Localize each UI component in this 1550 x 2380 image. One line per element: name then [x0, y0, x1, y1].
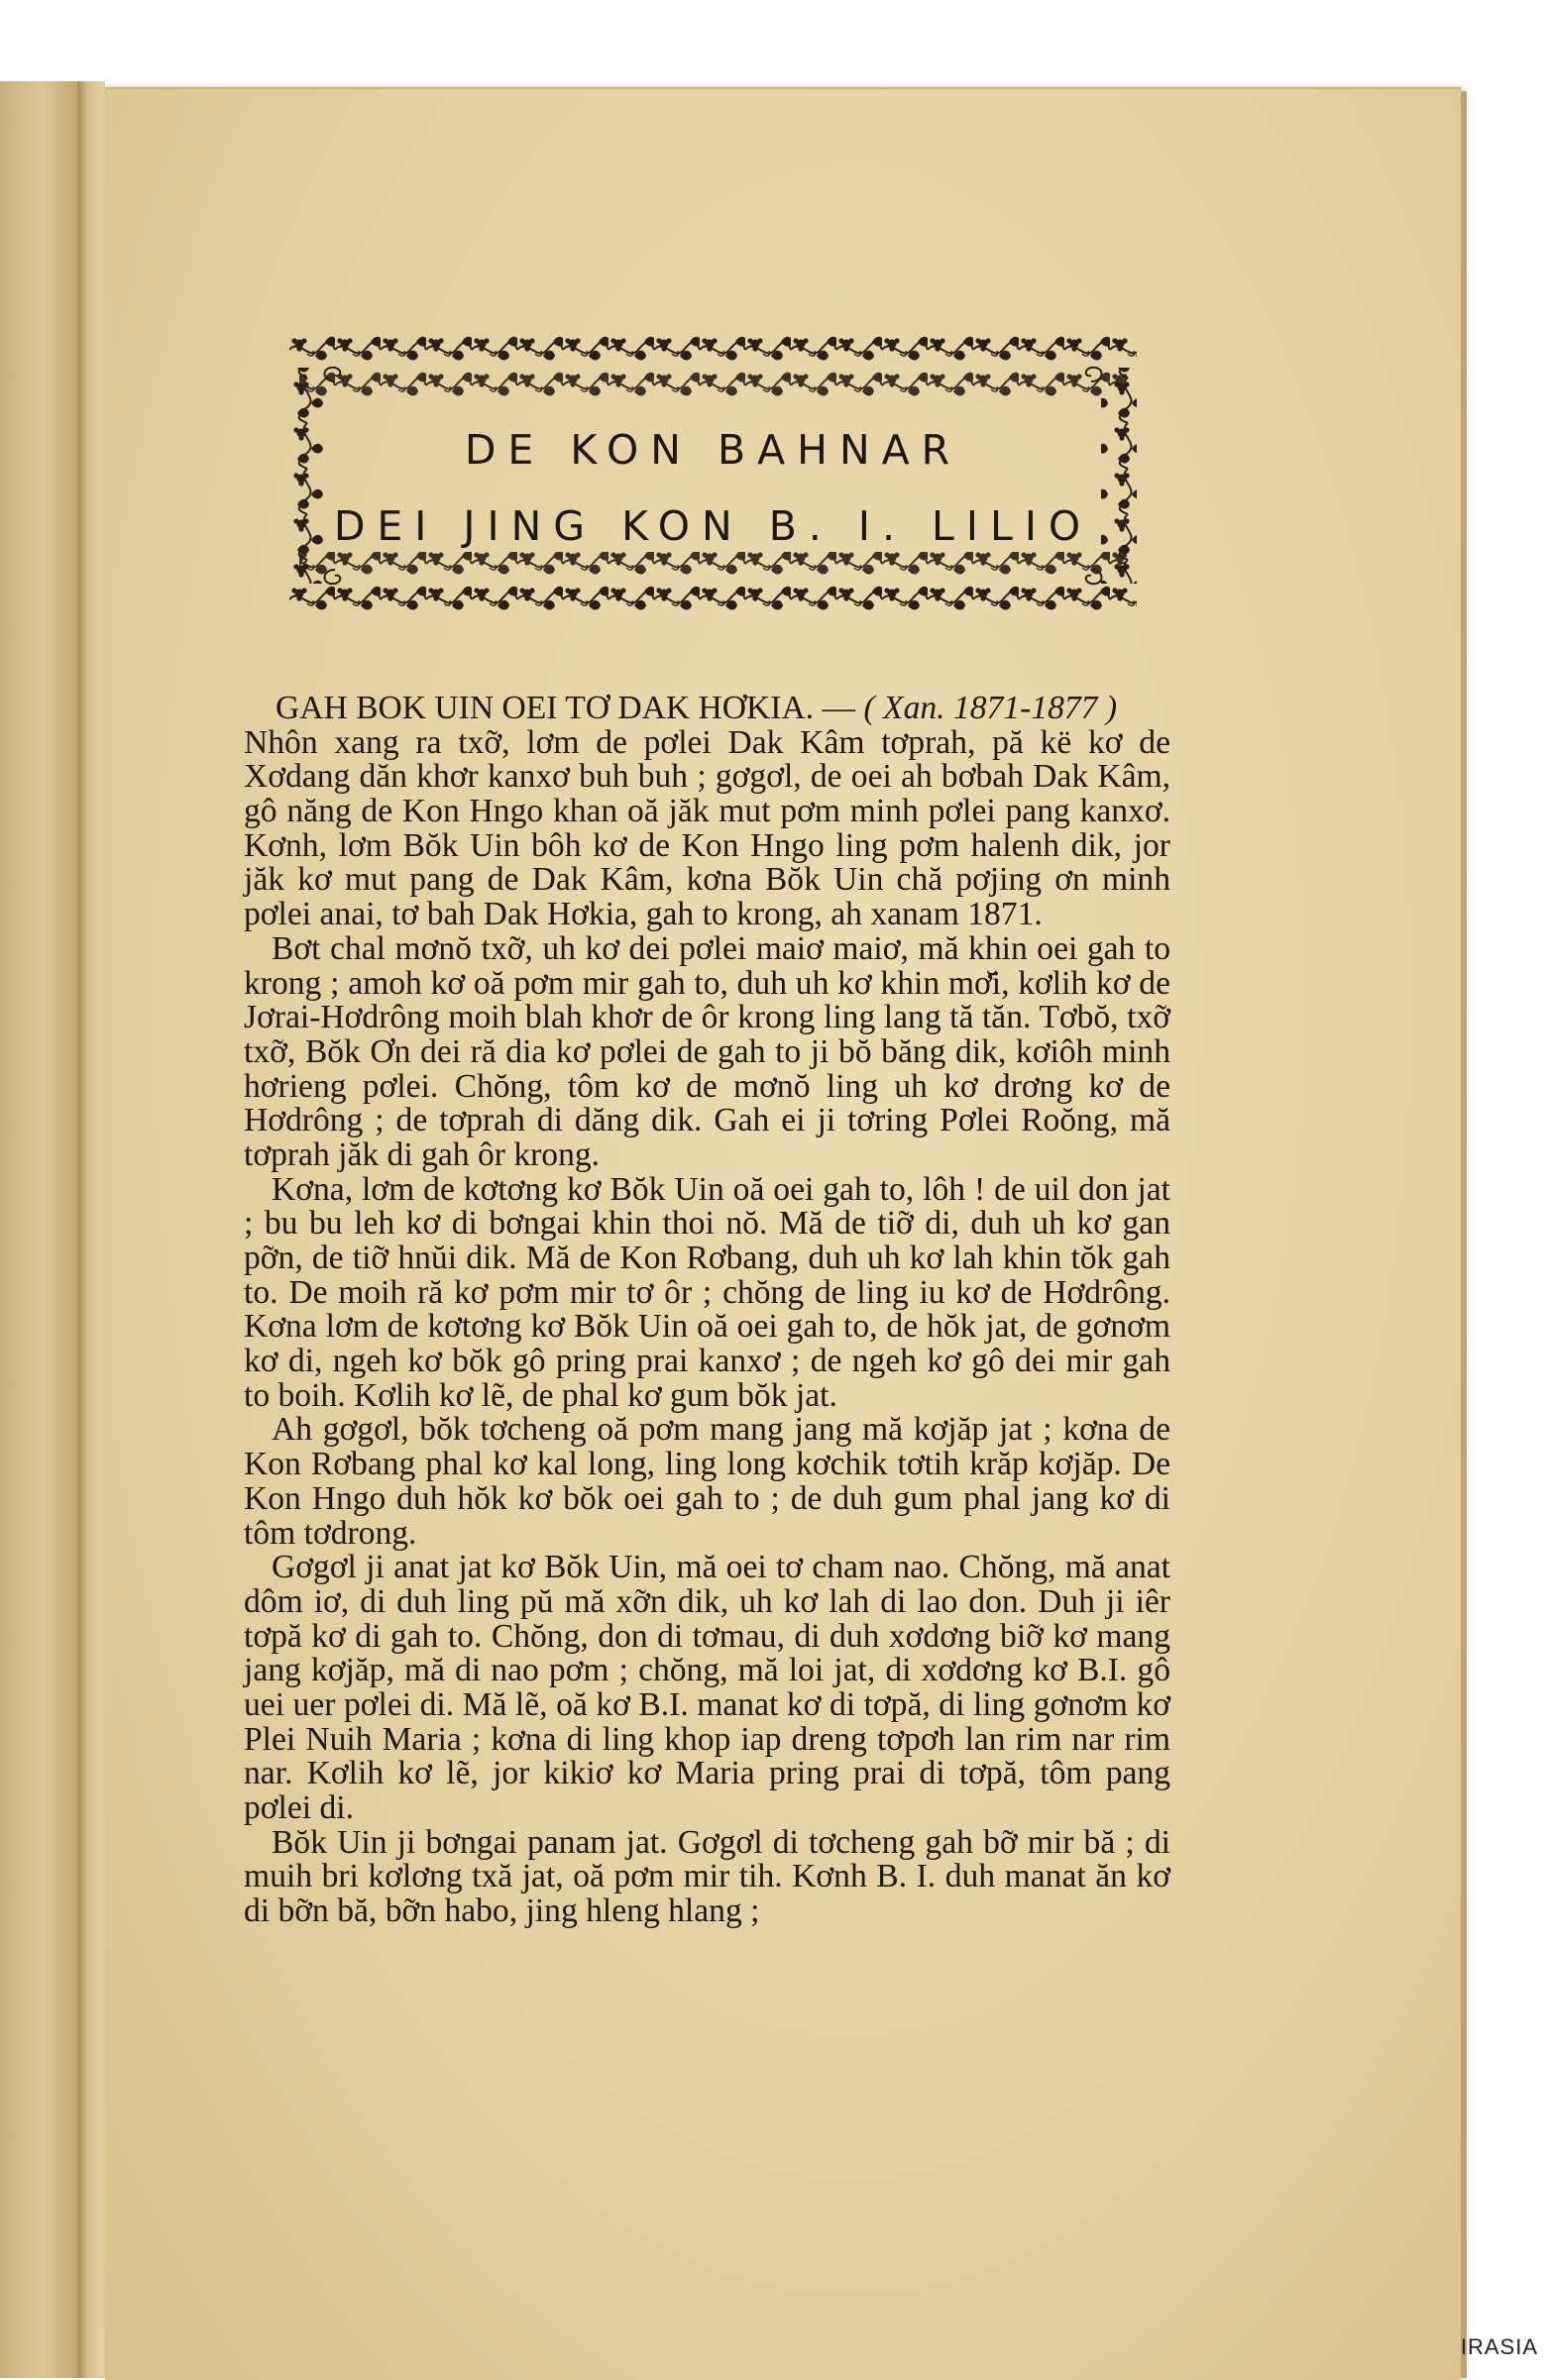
heading-date: ( Xan. 1871-1877 ): [863, 690, 1118, 726]
paragraph-1: Nhôn xang ra txỡ, lơm de pơlei Dak Kâm tơprah, pă kë kơ de Xơdang dăn khơr kanxơ buh buh ; gơgơl, de oei ah bơbah Dak Kâm, gô năng de Kon Hngo khan oă jăk mut pơm minh pơlei pang kanxơ. Kơnh, lơm Bŏk Uin bôh kơ de Kon Hngo ling pơm halenh dik, jor jăk kơ mut pang de Dak Kâm, kơna Bŏk Uin chă pơjing ơn minh pơlei anai, tơ bah Dak Hơkia, gah to krong, ah xanam 1871.: [244, 723, 1170, 933]
title-line-1: DE KON BAHNAR: [464, 426, 962, 474]
ornamental-title-frame: [289, 332, 1137, 619]
article-heading: [244, 692, 1170, 726]
page-right-edge: [1461, 91, 1467, 2378]
paragraph-3: Kơna, lơm de kơtơng kơ Bŏk Uin oă oei gah to, lôh ! de uil don jat ; bu bu leh kơ di bơngai khin thoi nŏ. Mă de tiỡ di, duh uh kơ gan pỡn, de tiỡ hnŭi dik. Mă de Kon Rơbang, duh uh kơ lah khin tŏk gah to. De moih ră kơ pơm mir tơ ôr ; chŏng de ling iu kơ de Hơdrông. Kơna lơm de kơtơng kơ Bŏk Uin oă oei gah to, de hŏk jat, de gơnơm kơ di, ngeh kơ bŏk gô pring prai kanxơ ; de ngeh kơ gô dei mir gah to boih. Kơlih kơ lẽ, de phal kơ gum bŏk jat.: [244, 1170, 1170, 1414]
article-body: [244, 692, 1170, 1929]
title-line-2: DEI JING KON B. I. LILIO: [333, 502, 1093, 550]
paragraph-5: Gơgơl ji anat jat kơ Bŏk Uin, mă oei tơ cham nao. Chŏng, mă anat dôm iơ, di duh ling pŭ mă xỡn dik, uh kơ lah di lao don. Duh ji iêr tơpă kơ di gah to. Chŏng, don di tơmau, di duh xơdơng biỡ kơ mang jang kơjăp, mă di nao pơm ; chŏng, mă loi jat, di xơdơng kơ B.I. gô uei uer pơlei di. Mă lẽ, oă kơ B.I. manat kơ di tơpă, di ling gơnơm kơ Plei Nuih Maria ; kơna di ling khop iap dreng tơpơh lan rim nar rim nar. Kơlih kơ lẽ, jor kikiơ kơ Maria pring prai di tơpă, tôm pang pơlei di.: [244, 1549, 1170, 1826]
heading-text: GAH BOK UIN OEI TƠ DAK HƠKIA. —: [276, 690, 856, 726]
book-gutter: [77, 81, 105, 2378]
left-page-edge: [0, 81, 77, 2378]
paragraph-6: Bŏk Uin ji bơngai panam jat. Gơgơl di tơcheng gah bỡ mir bă ; di muih bri kơlơng txă jat, oă pơm mir tih. Kơnh B. I. duh manat ăn kơ di bỡn bă, bỡn habo, jing hleng hlang ;: [244, 1823, 1170, 1930]
paragraph-2: Bơt chal mơnŏ txỡ, uh kơ dei pơlei maiơ maiơ, mă khin oei gah to krong ; amoh kơ oă pơm mir gah to, duh uh kơ khin mơ̆i, kơlih kơ de Jơrai-Hơdrông moih blah khơr de ôr krong ling lang tă tăn. Tơbŏ, txỡ txỡ, Bŏk Ơn dei ră dia kơ pơlei de gah to ji bŏ băng dik, kơiôh minh hơrieng pơlei. Chŏng, tôm kơ de mơnŏ ling uh kơ drơng kơ de Hơdrông ; de tơprah di dăng dik. Gah ei ji tơring Pơlei Roŏng, mă tơprah jăk di gah ôr krong.: [244, 929, 1170, 1173]
paragraph-4: Ah gơgơl, bŏk tơcheng oă pơm mang jang mă kơjăp jat ; kơna de Kon Rơbang phal kơ kal long, ling long kơchik tơtih krăp kơjăp. De Kon Hngo duh hŏk kơ bŏk oei gah to ; de duh gum phal jang kơ di tôm tơdrong.: [244, 1411, 1170, 1552]
vine-border-ornament: [289, 332, 1137, 619]
watermark-label: IRASIA: [1460, 2334, 1538, 2359]
